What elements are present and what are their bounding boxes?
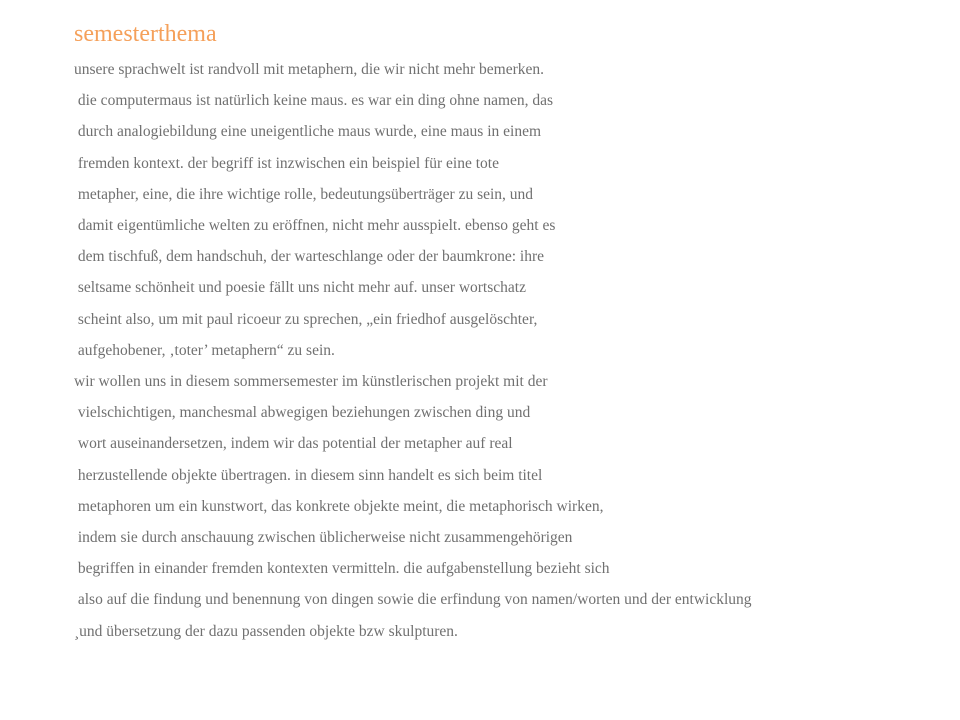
text-line: metapher, eine, die ihre wichtige rolle, bedeutungsüberträger zu sein, und — [74, 185, 534, 203]
text-line: dem tischfuß, dem handschuh, der warteschlange oder der baumkrone: ihre — [74, 248, 545, 266]
text-line: herzustellende objekte übertragen. in diesem sinn handelt es sich beim titel — [74, 466, 543, 484]
text-line: indem sie durch anschauung zwischen üblicherweise nicht zusammengehörigen — [74, 529, 573, 547]
text-line: durch analogiebildung eine uneigentliche maus wurde, eine maus in einem — [74, 123, 542, 141]
text-line: vielschichtigen, manchesmal abwegigen beziehungen zwischen ding und — [74, 404, 531, 422]
text-line: seltsame schönheit und poesie fällt uns nicht mehr auf. unser wortschatz — [74, 279, 526, 297]
text-line: scheint also, um mit paul ricoeur zu sprechen, „ein friedhof ausgelöschter, — [74, 310, 538, 328]
text-line: unsere sprachwelt ist randvoll mit metaphern, die wir nicht mehr bemerken. — [74, 61, 545, 78]
paragraph-2 — [74, 366, 934, 647]
text-line: ¸und übersetzung der dazu passenden objekte bzw skulpturen. — [74, 622, 458, 640]
document-title: semesterthema — [74, 21, 217, 47]
text-line: aufgehobener, ‚toter’ metaphern“ zu sein. — [74, 341, 335, 359]
document — [74, 18, 934, 647]
text-line: begriffen in einander fremden kontexten vermitteln. die aufgabenstellung bezieht sich — [74, 560, 610, 578]
text-line: die computermaus ist natürlich keine maus. es war ein ding ohne namen, das — [74, 92, 554, 110]
text-line: metaphoren um ein kunstwort, das konkrete objekte meint, die metaphorisch wirken, — [74, 497, 604, 515]
text-line: wort auseinandersetzen, indem wir das potential der metapher auf real — [74, 435, 513, 453]
text-line: also auf die findung und benennung von dingen sowie die erfindung von namen/worten und der entwicklung — [74, 591, 752, 609]
text-line: damit eigentümliche welten zu eröffnen, nicht mehr ausspielt. ebenso geht es — [74, 217, 556, 235]
text-line: wir wollen uns in diesem sommersemester im künstlerischen projekt mit der — [74, 373, 548, 391]
paragraph-1 — [74, 54, 934, 366]
text-line: fremden kontext. der begriff ist inzwischen ein beispiel für eine tote — [74, 154, 499, 172]
